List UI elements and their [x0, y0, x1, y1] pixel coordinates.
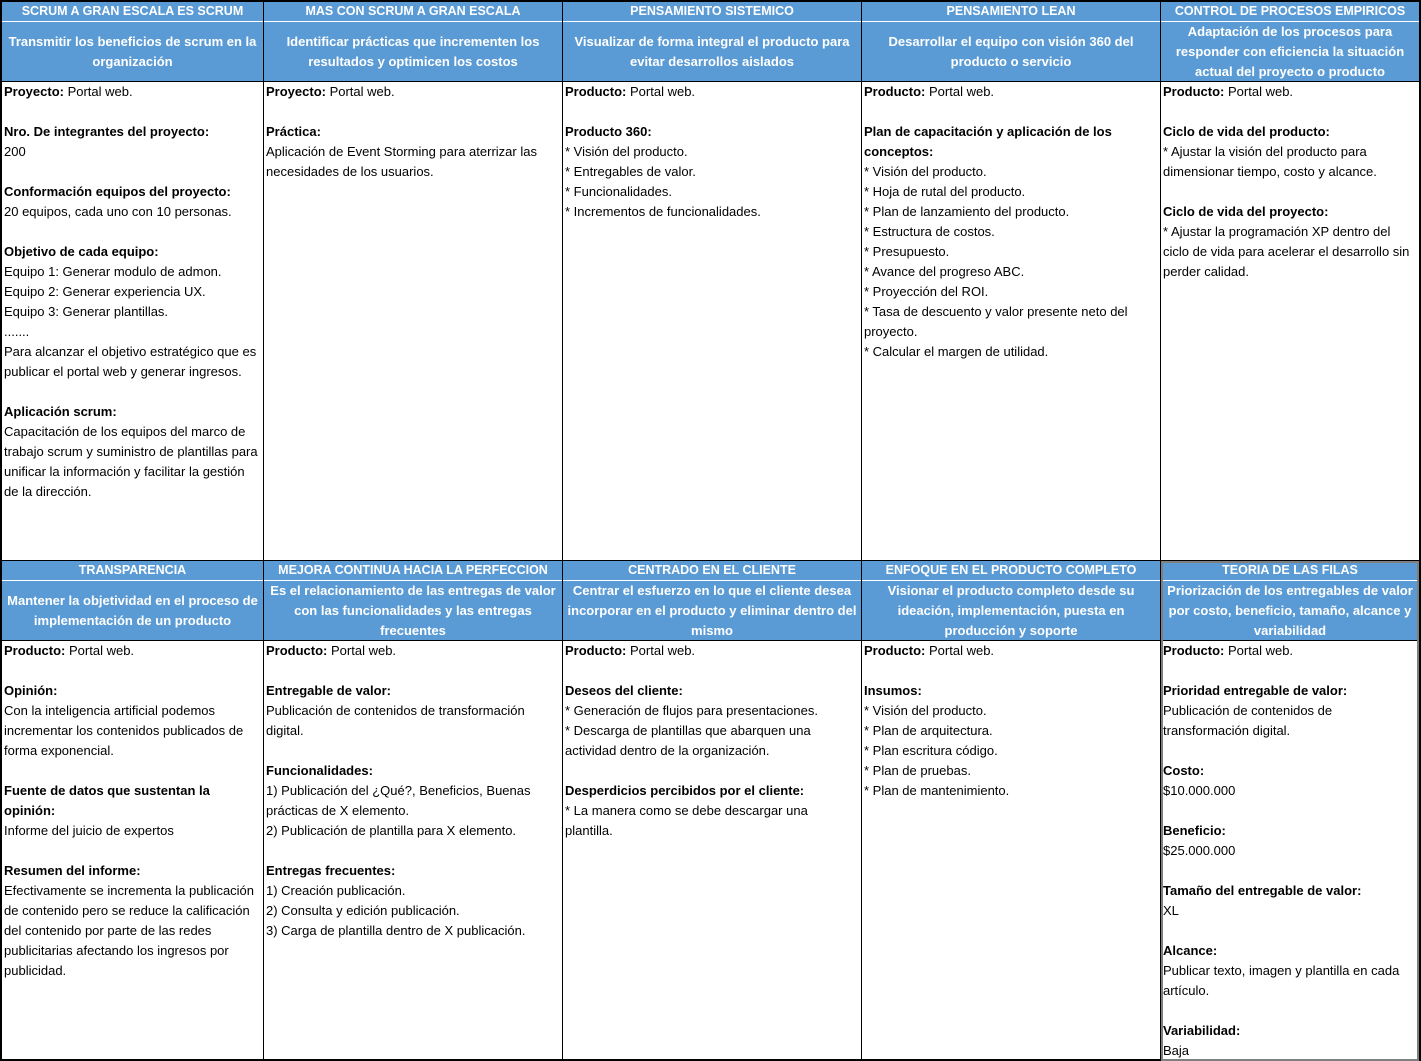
field-text: * Avance del progreso ABC.: [864, 264, 1025, 279]
field-text: Portal web.: [1224, 84, 1294, 99]
field-label: Tamaño del entregable de valor:: [1163, 883, 1362, 898]
body-line: [266, 681, 560, 701]
body-line: [4, 422, 261, 502]
section-cell[interactable]: [264, 2, 563, 561]
field-text: Equipo 3: Generar plantillas.: [4, 304, 169, 319]
blank-line: [4, 162, 261, 182]
body-line: [266, 761, 560, 781]
field-text: 200: [4, 144, 26, 159]
field-text: 20 equipos, cada uno con 10 personas.: [4, 204, 232, 219]
body-line: [565, 202, 859, 222]
field-label: Práctica:: [266, 124, 321, 139]
field-label: Ciclo de vida del proyecto:: [1163, 204, 1329, 219]
field-text: Baja: [1163, 1043, 1190, 1058]
section-subheader[interactable]: Transmitir los beneficios de scrum en la organización: [2, 22, 263, 82]
field-label: Proyecto:: [266, 84, 326, 99]
body-line: [4, 122, 261, 142]
section-header[interactable]: SCRUM A GRAN ESCALA ES SCRUM: [2, 2, 263, 22]
field-text: * La manera como se debe descargar una plantilla.: [565, 803, 808, 838]
body-line: [1163, 961, 1417, 1001]
blank-line: [266, 741, 560, 761]
blank-line: [4, 761, 261, 781]
body-line: [4, 402, 261, 422]
field-text: * Visión del producto.: [864, 703, 987, 718]
blank-line: [4, 222, 261, 242]
field-label: Producto:: [565, 84, 627, 99]
body-line: [565, 162, 859, 182]
blank-line: [266, 841, 560, 861]
section-header[interactable]: ENFOQUE EN EL PRODUCTO COMPLETO: [862, 561, 1160, 581]
field-label: Objetivo de cada equipo:: [4, 244, 159, 259]
section-cell[interactable]: [1161, 561, 1419, 1061]
field-text: Publicación de contenidos de transformación digital.: [1163, 703, 1333, 738]
blank-line: [4, 382, 261, 402]
section-body[interactable]: [563, 641, 861, 841]
section-cell[interactable]: [862, 561, 1161, 1061]
body-line: [1163, 941, 1417, 961]
field-label: Producto:: [4, 643, 66, 658]
section-subheader[interactable]: Es el relacionamiento de las entregas de valor con las funcionalidades y las entregas frecuentes: [264, 581, 562, 641]
field-text: Portal web.: [626, 643, 696, 658]
blank-line: [1163, 741, 1417, 761]
field-label: Entregas frecuentes:: [266, 863, 396, 878]
field-text: * Funcionalidades.: [565, 184, 672, 199]
section-body[interactable]: [563, 82, 861, 222]
body-line: [4, 282, 261, 302]
section-body[interactable]: [1161, 641, 1419, 1061]
field-text: Portal web.: [626, 84, 696, 99]
field-text: * Incrementos de funcionalidades.: [565, 204, 761, 219]
body-line: [4, 202, 261, 222]
body-line: [1163, 122, 1417, 142]
body-line: [565, 721, 859, 761]
body-line: [266, 122, 560, 142]
field-label: Desperdicios percibidos por el cliente:: [565, 783, 805, 798]
body-line: [266, 641, 560, 661]
field-label: Producto:: [266, 643, 328, 658]
section-header[interactable]: TRANSPARENCIA: [2, 561, 263, 581]
body-line: [4, 262, 261, 282]
section-body[interactable]: [264, 641, 562, 941]
blank-line: [1163, 801, 1417, 821]
body-line: [4, 861, 261, 881]
body-line: [864, 342, 1158, 362]
blank-line: [4, 102, 261, 122]
section-header[interactable]: MAS CON SCRUM A GRAN ESCALA: [264, 2, 562, 22]
section-header[interactable]: PENSAMIENTO LEAN: [862, 2, 1160, 22]
body-line: [1163, 1041, 1417, 1061]
field-label: Nro. De integrantes del proyecto:: [4, 124, 210, 139]
body-line: [864, 82, 1158, 102]
field-text: * Generación de flujos para presentaciones.: [565, 703, 818, 718]
section-body[interactable]: [264, 82, 562, 182]
blank-line: [864, 102, 1158, 122]
section-header[interactable]: CENTRADO EN EL CLIENTE: [563, 561, 861, 581]
body-line: [864, 282, 1158, 302]
body-line: [266, 142, 560, 182]
body-line: [864, 761, 1158, 781]
body-line: [565, 681, 859, 701]
body-line: [4, 322, 261, 342]
field-text: 2) Consulta y edición publicación.: [266, 903, 460, 918]
body-line: [266, 881, 560, 901]
section-subheader[interactable]: Priorización de los entregables de valor por costo, beneficio, tamaño, alcance y variabilidad: [1161, 581, 1419, 641]
field-text: Equipo 2: Generar experiencia UX.: [4, 284, 206, 299]
blank-line: [1163, 182, 1417, 202]
field-text: * Plan de arquitectura.: [864, 723, 993, 738]
body-line: [864, 721, 1158, 741]
section-body[interactable]: [1161, 82, 1419, 282]
section-body[interactable]: [862, 82, 1160, 362]
field-text: Con la inteligencia artificial podemos incrementar los contenidos publicados de forma exponencial.: [4, 703, 244, 758]
body-line: [864, 741, 1158, 761]
field-label: Prioridad entregable de valor:: [1163, 683, 1348, 698]
body-line: [565, 701, 859, 721]
body-line: [4, 681, 261, 701]
body-line: [1163, 142, 1417, 182]
body-line: [565, 122, 859, 142]
body-line: [1163, 841, 1417, 861]
section-subheader[interactable]: Adaptación de los procesos para responder con eficiencia la situación actual del proyecto o producto: [1161, 22, 1419, 82]
field-text: $25.000.000: [1163, 843, 1236, 858]
blank-line: [1163, 921, 1417, 941]
field-label: Producto:: [864, 84, 926, 99]
field-label: Producto:: [1163, 643, 1225, 658]
body-line: [266, 781, 560, 821]
field-label: Producto:: [864, 643, 926, 658]
field-text: * Proyección del ROI.: [864, 284, 989, 299]
field-text: Publicación de contenidos de transformación digital.: [266, 703, 525, 738]
section-cell[interactable]: [264, 561, 563, 1061]
field-text: * Entregables de valor.: [565, 164, 696, 179]
field-text: Portal web.: [925, 643, 995, 658]
body-line: [1163, 82, 1417, 102]
body-line: [4, 82, 261, 102]
body-line: [1163, 1021, 1417, 1041]
body-line: [864, 162, 1158, 182]
body-line: [864, 641, 1158, 661]
section-header[interactable]: MEJORA CONTINUA HACIA LA PERFECCION: [264, 561, 562, 581]
field-label: Proyecto:: [4, 84, 64, 99]
field-text: * Visión del producto.: [864, 164, 987, 179]
section-body[interactable]: [2, 641, 263, 981]
blank-line: [1163, 1001, 1417, 1021]
body-line: [266, 861, 560, 881]
body-line: [565, 82, 859, 102]
field-text: 2) Publicación de plantilla para X elemento.: [266, 823, 517, 838]
field-label: Alcance:: [1163, 943, 1218, 958]
field-text: Portal web.: [325, 84, 395, 99]
body-line: [864, 242, 1158, 262]
body-line: [266, 701, 560, 741]
body-line: [1163, 641, 1417, 661]
blank-line: [565, 102, 859, 122]
body-line: [565, 801, 859, 841]
section-subheader[interactable]: Desarrollar el equipo con visión 360 del producto o servicio: [862, 22, 1160, 82]
section-cell[interactable]: [563, 2, 862, 561]
field-text: * Ajustar la programación XP dentro del ciclo de vida para acelerar el desarrollo sin perder calidad.: [1163, 224, 1410, 279]
blank-line: [864, 661, 1158, 681]
body-line: [4, 302, 261, 322]
body-line: [864, 202, 1158, 222]
section-cell[interactable]: [2, 561, 264, 1061]
body-line: [1163, 681, 1417, 701]
section-cell[interactable]: [862, 2, 1161, 561]
body-line: [4, 781, 261, 821]
body-line: [1163, 202, 1417, 222]
body-line: [565, 142, 859, 162]
section-header[interactable]: CONTROL DE PROCESOS EMPIRICOS: [1161, 2, 1419, 22]
section-header[interactable]: PENSAMIENTO SISTEMICO: [563, 2, 861, 22]
field-text: * Hoja de rutal del producto.: [864, 184, 1026, 199]
blank-line: [266, 102, 560, 122]
field-text: Informe del juicio de expertos: [4, 823, 174, 838]
field-text: Publicar texto, imagen y plantilla en cada artículo.: [1163, 963, 1400, 998]
field-text: * Plan de mantenimiento.: [864, 783, 1010, 798]
body-line: [4, 142, 261, 162]
section-subheader[interactable]: Centrar el esfuerzo en lo que el cliente desea incorporar en el producto y eliminar dentro del mismo: [563, 581, 861, 641]
field-label: Beneficio:: [1163, 823, 1226, 838]
field-text: Portal web.: [1224, 643, 1294, 658]
blank-line: [565, 661, 859, 681]
field-label: Producto 360:: [565, 124, 652, 139]
field-text: Efectivamente se incrementa la publicación de contenido pero se reduce la calificación del contenido por parte de las redes publicitarias afectando los ingresos por publicidad.: [4, 883, 255, 978]
section-subheader[interactable]: Identificar prácticas que incrementen los resultados y optimicen los costos: [264, 22, 562, 82]
field-text: 1) Publicación del ¿Qué?, Beneficios, Buenas prácticas de X elemento.: [266, 783, 531, 818]
field-text: XL: [1163, 903, 1179, 918]
field-text: $10.000.000: [1163, 783, 1236, 798]
blank-line: [266, 661, 560, 681]
field-text: * Visión del producto.: [565, 144, 688, 159]
field-text: * Estructura de costos.: [864, 224, 995, 239]
body-line: [1163, 761, 1417, 781]
field-text: * Ajustar la visión del producto para dimensionar tiempo, costo y alcance.: [1163, 144, 1377, 179]
body-line: [1163, 821, 1417, 841]
field-text: * Descarga de plantillas que abarquen una actividad dentro de la organización.: [565, 723, 811, 758]
body-line: [4, 701, 261, 761]
body-line: [1163, 222, 1417, 282]
section-cell[interactable]: [2, 2, 264, 561]
field-text: Portal web.: [63, 84, 133, 99]
field-label: Fuente de datos que sustentan la opinión:: [4, 783, 210, 818]
body-line: [864, 262, 1158, 282]
body-line: [864, 182, 1158, 202]
body-line: [864, 781, 1158, 801]
field-text: Capacitación de los equipos del marco de trabajo scrum y suministro de plantillas para unificar la información y facilitar la gestión de la dirección.: [4, 424, 258, 499]
body-line: [4, 182, 261, 202]
field-text: Aplicación de Event Storming para aterrizar las necesidades de los usuarios.: [266, 144, 537, 179]
body-line: [1163, 781, 1417, 801]
field-label: Insumos:: [864, 683, 922, 698]
body-line: [864, 302, 1158, 342]
body-line: [864, 222, 1158, 242]
field-label: Costo:: [1163, 763, 1205, 778]
field-label: Deseos del cliente:: [565, 683, 683, 698]
body-line: [864, 681, 1158, 701]
field-text: .......: [4, 324, 30, 339]
blank-line: [1163, 661, 1417, 681]
body-line: [266, 821, 560, 841]
body-line: [1163, 701, 1417, 741]
field-text: Portal web.: [925, 84, 995, 99]
blank-line: [1163, 861, 1417, 881]
body-line: [266, 82, 560, 102]
body-line: [4, 342, 261, 382]
body-line: [266, 901, 560, 921]
section-cell[interactable]: [1161, 2, 1419, 561]
body-line: [565, 641, 859, 661]
field-label: Producto:: [565, 643, 627, 658]
field-text: * Calcular el margen de utilidad.: [864, 344, 1049, 359]
field-text: 3) Carga de plantilla dentro de X publicación.: [266, 923, 526, 938]
body-line: [864, 122, 1158, 162]
field-text: * Plan escritura código.: [864, 743, 998, 758]
field-text: Equipo 1: Generar modulo de admon.: [4, 264, 222, 279]
field-text: Para alcanzar el objetivo estratégico que es publicar el portal web y generar ingresos.: [4, 344, 257, 379]
blank-line: [1163, 102, 1417, 122]
body-line: [4, 821, 261, 841]
blank-line: [4, 661, 261, 681]
field-label: Resumen del informe:: [4, 863, 141, 878]
section-cell[interactable]: [563, 561, 862, 1061]
blank-line: [565, 761, 859, 781]
section-body[interactable]: [862, 641, 1160, 801]
section-subheader[interactable]: Visualizar de forma integral el producto para evitar desarrollos aislados: [563, 22, 861, 82]
field-label: Funcionalidades:: [266, 763, 373, 778]
field-text: * Plan de pruebas.: [864, 763, 971, 778]
field-label: Aplicación scrum:: [4, 404, 117, 419]
body-line: [4, 242, 261, 262]
body-line: [1163, 881, 1417, 901]
section-subheader[interactable]: Visionar el producto completo desde su ideación, implementación, puesta en producción y soporte: [862, 581, 1160, 641]
field-label: Producto:: [1163, 84, 1225, 99]
body-line: [4, 641, 261, 661]
body-line: [266, 921, 560, 941]
field-text: * Tasa de descuento y valor presente neto del proyecto.: [864, 304, 1128, 339]
body-line: [4, 881, 261, 981]
field-label: Opinión:: [4, 683, 58, 698]
body-line: [1163, 901, 1417, 921]
field-text: 1) Creación publicación.: [266, 883, 406, 898]
field-label: Entregable de valor:: [266, 683, 391, 698]
section-header[interactable]: TEORIA DE LAS FILAS: [1161, 561, 1419, 581]
field-text: * Presupuesto.: [864, 244, 950, 259]
field-text: * Plan de lanzamiento del producto.: [864, 204, 1070, 219]
section-subheader[interactable]: Mantener la objetividad en el proceso de implementación de un producto: [2, 581, 263, 641]
body-line: [565, 781, 859, 801]
body-line: [864, 701, 1158, 721]
field-label: Plan de capacitación y aplicación de los conceptos:: [864, 124, 1112, 159]
field-text: Portal web.: [65, 643, 135, 658]
field-label: Variabilidad:: [1163, 1023, 1241, 1038]
blank-line: [4, 841, 261, 861]
body-line: [565, 182, 859, 202]
field-text: Portal web.: [327, 643, 397, 658]
field-label: Ciclo de vida del producto:: [1163, 124, 1330, 139]
section-body[interactable]: [2, 82, 263, 502]
field-label: Conformación equipos del proyecto:: [4, 184, 231, 199]
